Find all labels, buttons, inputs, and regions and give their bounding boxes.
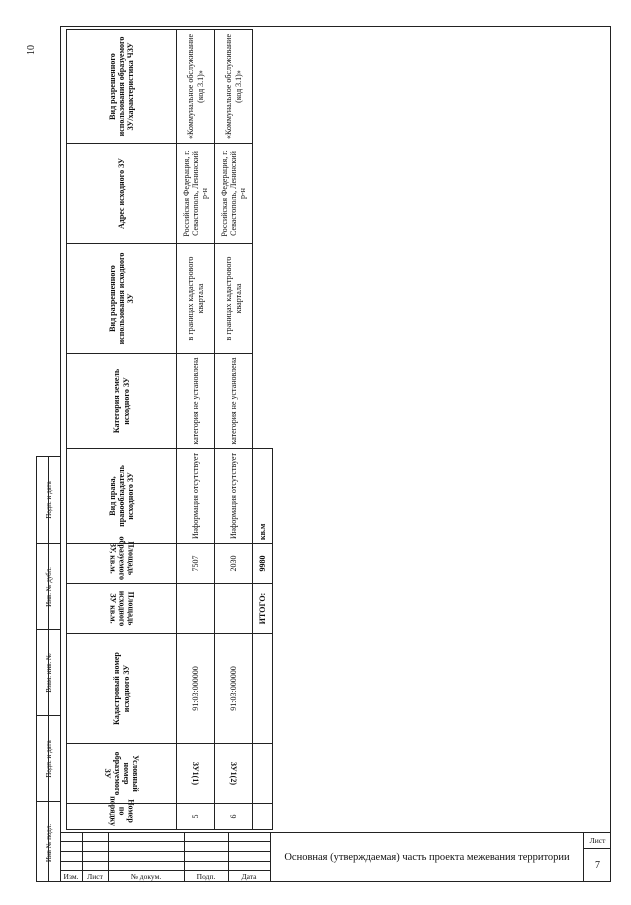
- side-stamp-label: Взам. инв. №: [44, 652, 53, 693]
- header-cell: Вид разрешенного использования исходного ЗУ: [67, 244, 177, 354]
- stamp-label-doc: № докум.: [130, 872, 162, 881]
- sheet-label: Лист: [584, 833, 611, 849]
- table-cell: [253, 144, 273, 244]
- grid-line: [60, 832, 270, 833]
- table-cell: [253, 634, 273, 744]
- table-container: [66, 30, 272, 830]
- table-cell: в границах кадастрового квартала: [177, 244, 215, 354]
- table-cell: в границах кадастрового квартала: [215, 244, 253, 354]
- table-cell: категория не установлена: [177, 354, 215, 449]
- table-cell: [253, 354, 273, 449]
- side-stamp-label: Инв. № дубл.: [44, 566, 53, 607]
- side-stamp-label: Подп. и дата: [44, 481, 53, 519]
- grid-line: [60, 861, 270, 862]
- stamp-label-list: Лист: [87, 872, 103, 881]
- table-cell: 91:03:000000: [177, 634, 215, 744]
- stamp-label-sign: Подп.: [196, 872, 216, 881]
- page-number: 10: [26, 45, 37, 55]
- sheet-number: 7: [595, 860, 600, 871]
- stamp-label-date: Дата: [241, 872, 257, 881]
- header-row: [67, 30, 177, 830]
- land-plots-table: [66, 29, 273, 830]
- table-cell: 91:03:000000: [215, 634, 253, 744]
- document-title: Основная (утверждаемая) часть проекта межевания территории: [270, 832, 583, 882]
- total-row: [253, 30, 273, 830]
- table-cell: [253, 804, 273, 830]
- table-cell: Российская Федерация, г. Севастополь, Ленинский р-н: [215, 144, 253, 244]
- header-cell: Вид права, правообладатель исходного ЗУ: [67, 449, 177, 544]
- table-row: [177, 30, 215, 830]
- header-cell: Кадастровый номер исходного ЗУ: [67, 634, 177, 744]
- header-cell: Вид разрешенного использования образуемого ЗУ/характеристика ЧЗУ: [67, 30, 177, 144]
- table-cell: категория не установлена: [215, 354, 253, 449]
- total-value: 9980: [253, 544, 273, 584]
- header-cell: Условный номер образуемого ЗУ: [67, 744, 177, 804]
- table-row: [215, 30, 253, 830]
- table-cell: Информация отсутствует: [177, 449, 215, 544]
- table-cell: Российская Федерация, г. Севастополь, Ленинский р-н: [177, 144, 215, 244]
- side-stamp: [36, 456, 60, 882]
- table-cell: [215, 584, 253, 634]
- revision-grid: [60, 832, 270, 882]
- grid-line: [60, 851, 270, 852]
- table-cell: [253, 744, 273, 804]
- title-block: [60, 832, 611, 882]
- header-cell: Категория земель исходного ЗУ: [67, 354, 177, 449]
- side-stamp-label: Инв № подл.: [44, 823, 53, 862]
- table-cell: «Коммунальное обслуживание (код 3.1)»: [215, 30, 253, 144]
- table-cell: ЗУ1(1): [177, 744, 215, 804]
- grid-line: [60, 870, 270, 871]
- table-cell: 7507: [177, 544, 215, 584]
- table-cell: Информация отсутствует: [215, 449, 253, 544]
- header-cell: Адрес исходного ЗУ: [67, 144, 177, 244]
- table-cell: 2030: [215, 544, 253, 584]
- table-cell: «Коммунальное обслуживание (код 3.1)»: [177, 30, 215, 144]
- sheet-box: [583, 832, 611, 882]
- side-stamp-label: Подп. и дата: [44, 739, 53, 778]
- table-cell: ЗУ1(2): [215, 744, 253, 804]
- header-cell: Площадь образуемого ЗУ, кв.м.: [67, 544, 177, 584]
- table-cell: 5: [177, 804, 215, 830]
- header-cell: Номер по порядку: [67, 804, 177, 830]
- header-cell: Площадь исходного ЗУ кв.м.: [67, 584, 177, 634]
- stamp-label-izm: Изм.: [63, 872, 79, 881]
- table-cell: [253, 30, 273, 144]
- total-unit: кв.м: [253, 449, 273, 544]
- table-cell: [253, 244, 273, 354]
- grid-line: [60, 841, 270, 842]
- total-label: ИТОГО:: [253, 584, 273, 634]
- table-cell: [177, 584, 215, 634]
- table-cell: 6: [215, 804, 253, 830]
